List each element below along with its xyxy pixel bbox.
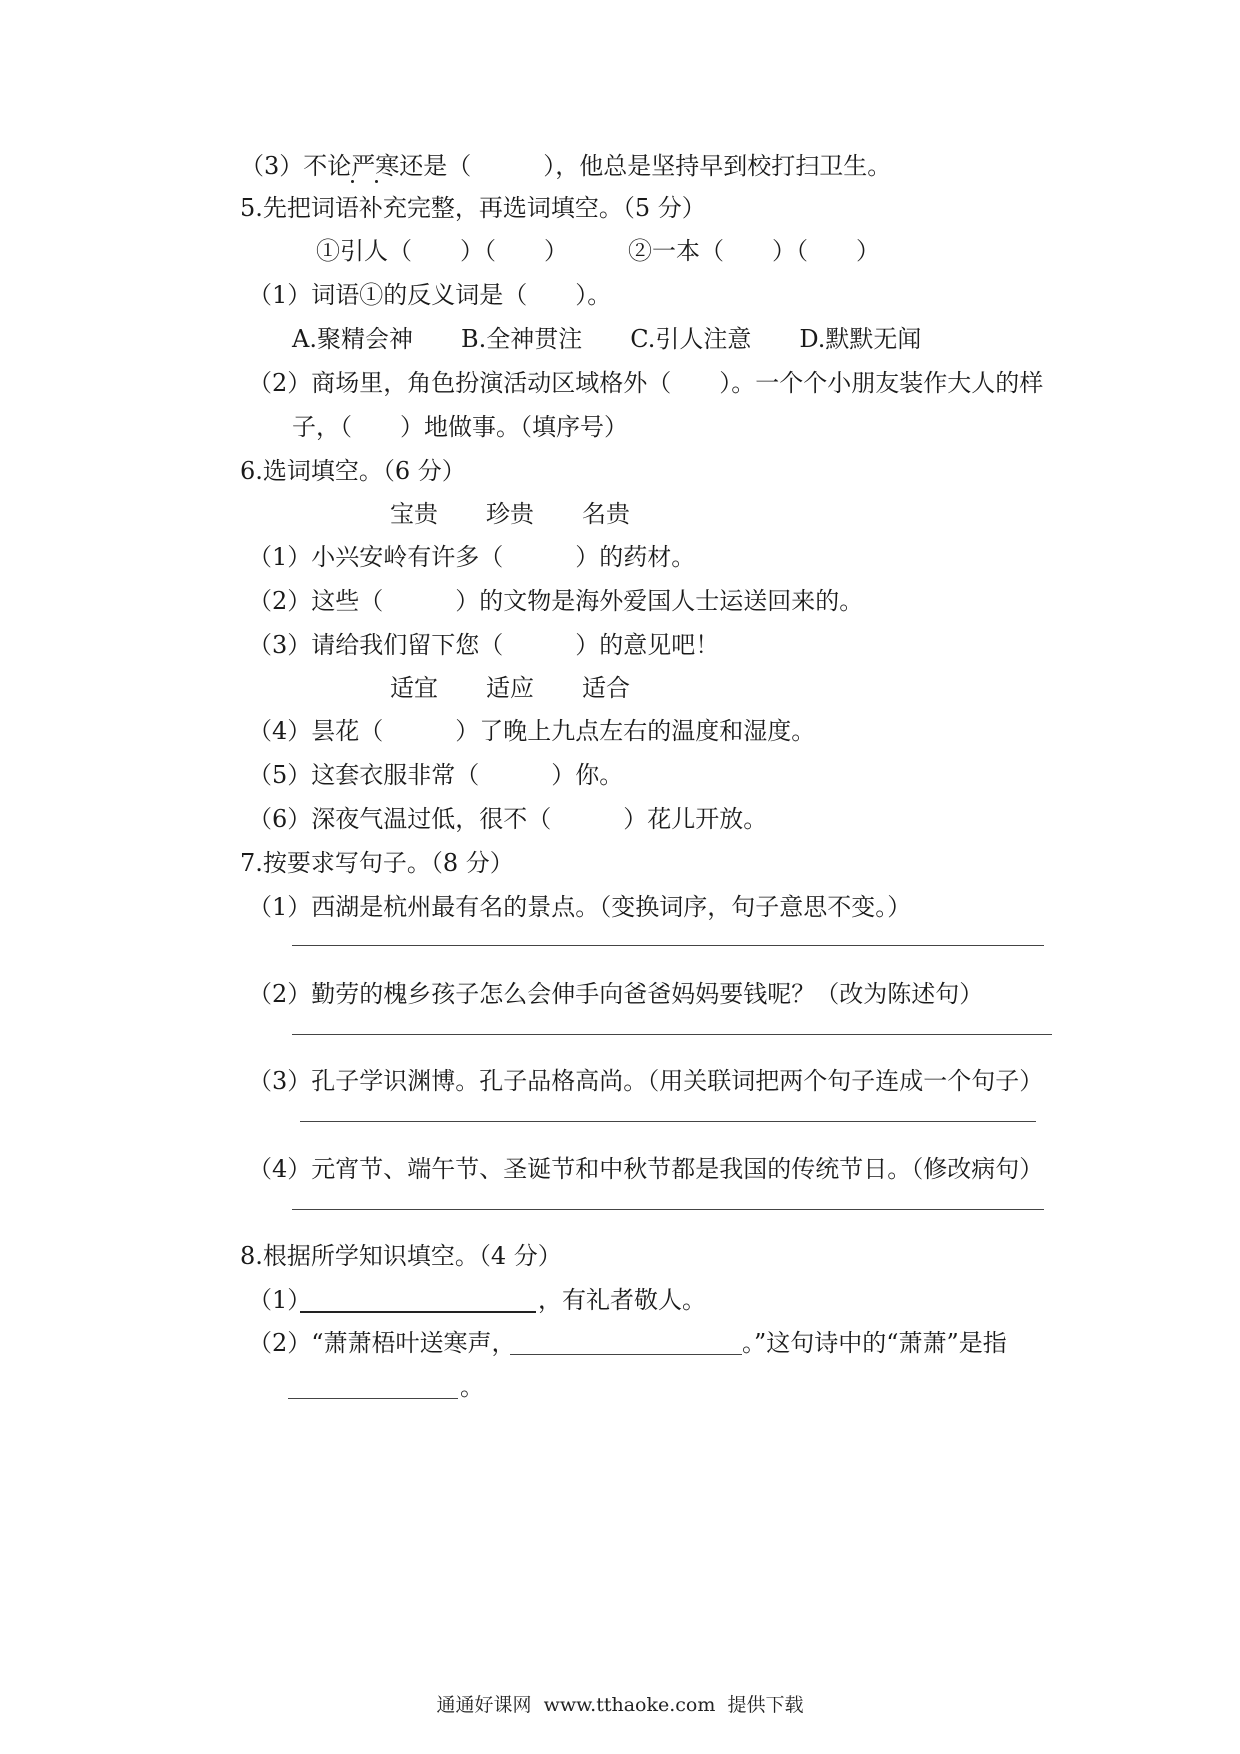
q6-item2: （2）这些（ ）的文物是海外爱国人士运送回来的。 <box>248 587 864 615</box>
q6-item1: （1）小兴安岭有许多（ ）的药材。 <box>248 543 696 571</box>
footer-source: 通通好课网 www.tthaoke.com 提供下载 <box>436 1694 804 1716</box>
q5-options: A.聚精会神 B.全神贯注 C.引人注意 D.默默无闻 <box>292 325 922 353</box>
q7-item1: （1）西湖是杭州最有名的景点。（变换词序，句子意思不变。） <box>248 893 912 921</box>
q6-item6: （6）深夜气温过低，很不（ ）花儿开放。 <box>248 805 768 833</box>
q6-item4: （4）昙花（ ）了晚上九点左右的温度和湿度。 <box>248 717 816 745</box>
q8-item2-prefix: （2）“萧萧梧叶送寒声， <box>248 1329 516 1357</box>
q6-word-group-2: 适宜 适应 适合 <box>390 674 630 702</box>
fill-blank-line <box>300 1311 536 1313</box>
q8-item2-suffix: 。”这句诗中的“萧萧”是指 <box>742 1329 1007 1357</box>
q7-item3: （3）孔子学识渊博。孔子品格高尚。（用关联词把两个句子连成一个句子） <box>248 1067 1044 1095</box>
answer-line <box>292 1034 1052 1035</box>
q6-item5: （5）这套衣服非常（ ）你。 <box>248 761 624 789</box>
q6-title: 6.选词填空。（6 分） <box>240 457 466 485</box>
q8-item1-suffix: ，有礼者敬人。 <box>538 1286 706 1314</box>
q5-title: 5.先把词语补充完整，再选词填空。（5 分） <box>240 194 706 222</box>
q6-item3: （3）请给我们留下您（ ）的意见吧！ <box>248 631 720 659</box>
q6-word-group-1: 宝贵 珍贵 名贵 <box>390 500 630 528</box>
q7-item4: （4）元宵节、端午节、圣诞节和中秋节都是我国的传统节日。（修改病句） <box>248 1155 1044 1183</box>
q8-item1-prefix: （1） <box>248 1286 312 1314</box>
fill-blank-line <box>288 1398 458 1399</box>
emphasis-dot <box>351 180 354 183</box>
answer-line <box>300 1121 1036 1122</box>
answer-line <box>292 945 1044 946</box>
q5-item2-line1: （2）商场里，角色扮演活动区域格外（ ）。一个个小朋友装作大人的样 <box>248 369 1044 397</box>
q5-words: ①引人（ ）（ ） ②一本（ ）（ ） <box>316 237 880 265</box>
q8-item2-end: 。 <box>460 1373 484 1401</box>
q5-item1: （1）词语①的反义词是（ ）。 <box>248 281 612 309</box>
q4-item3: （3）不论严寒还是（ ），他总是坚持早到校打扫卫生。 <box>240 152 892 180</box>
answer-line <box>292 1209 1044 1210</box>
q5-item2-line2: 子，（ ）地做事。（填序号） <box>292 413 628 441</box>
q7-item2: （2）勤劳的槐乡孩子怎么会伸手向爸爸妈妈要钱呢？（改为陈述句） <box>248 980 984 1008</box>
emphasis-dot <box>375 180 378 183</box>
fill-blank-line <box>510 1354 742 1355</box>
q7-title: 7.按要求写句子。（8 分） <box>240 849 514 877</box>
q8-title: 8.根据所学知识填空。（4 分） <box>240 1242 562 1270</box>
